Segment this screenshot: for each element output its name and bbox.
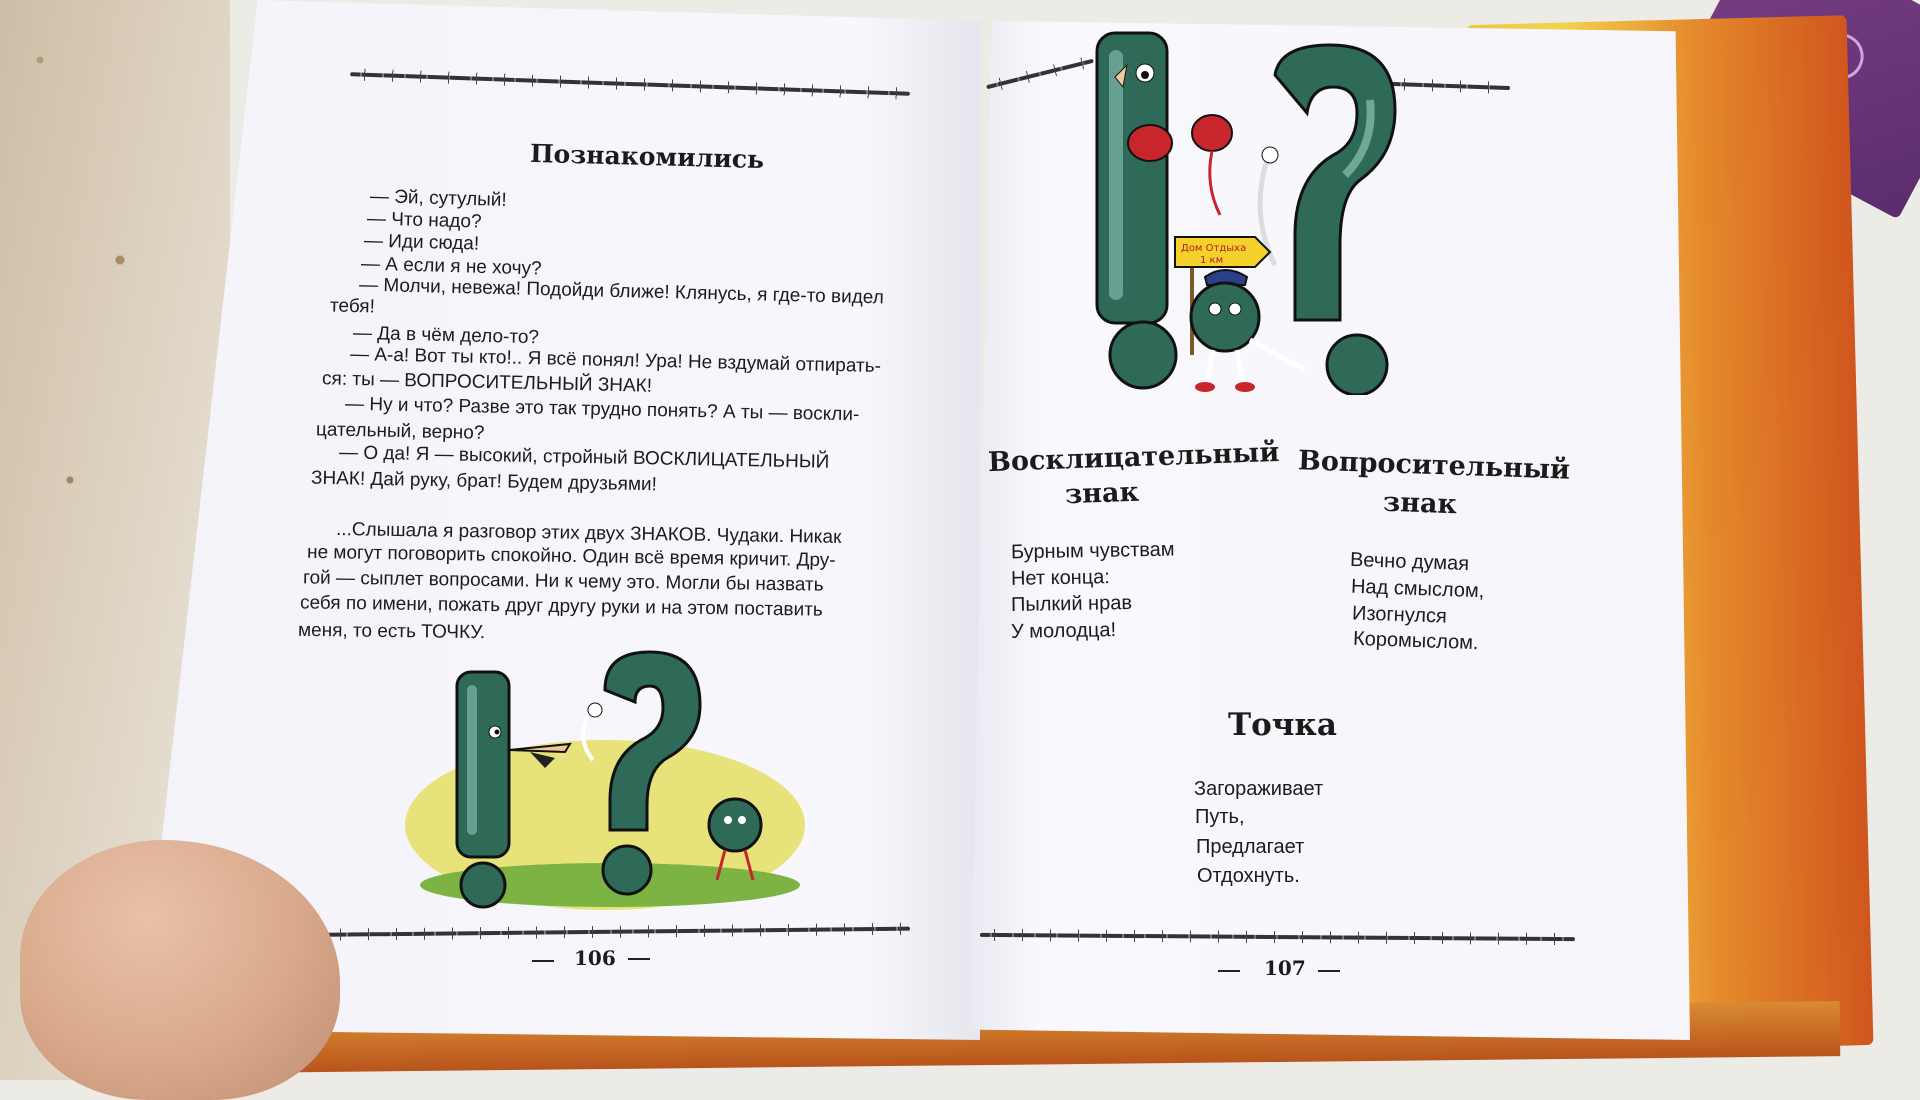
page-dash xyxy=(628,958,650,960)
text-line: — А если я не хочу? xyxy=(360,253,542,280)
poem-line: Над смыслом, xyxy=(1350,575,1485,603)
page-number-right: 107 xyxy=(1264,956,1306,980)
exclamation-dot xyxy=(1110,322,1176,388)
text-line: — Молчи, невежа! Подойди ближе! Клянусь, я где-то видел xyxy=(358,274,885,309)
right-illustration xyxy=(1075,5,1435,395)
question-body xyxy=(1275,45,1395,320)
exclamation-body xyxy=(1097,33,1167,323)
poem-line: Коромыслом. xyxy=(1352,627,1479,655)
text-line: ся: ты — ВОПРОСИТЕЛЬНЫЙ ЗНАК! xyxy=(321,368,653,397)
poem-line: Пылкий нрав xyxy=(1010,591,1133,617)
text-line: тебя! xyxy=(329,295,376,318)
poem-line: Предлагает xyxy=(1196,836,1305,858)
poem-line: Путь, xyxy=(1195,806,1245,828)
poem-line: Бурным чувствам xyxy=(1010,538,1175,564)
poem-line: Вечно думая xyxy=(1349,548,1470,576)
sign-text-line1: Дом Отдыха xyxy=(1181,243,1247,254)
period-policeman xyxy=(1191,283,1259,351)
poem-line: Нет конца: xyxy=(1010,566,1111,590)
period-title: Точка xyxy=(1228,707,1337,743)
text-line: меня, то есть ТОЧКУ. xyxy=(297,619,486,644)
poem-line: У молодца! xyxy=(1010,619,1117,643)
question-dot xyxy=(1327,335,1387,395)
sign-text-line2: 1 км xyxy=(1200,255,1224,266)
poem-line: Изогнулся xyxy=(1351,602,1448,628)
left-page-heading: Познакомились xyxy=(529,138,765,175)
period-character xyxy=(709,799,761,851)
bottom-wire-right xyxy=(980,933,1575,941)
left-illustration xyxy=(395,640,815,910)
text-line: цательный, верно? xyxy=(315,419,485,444)
question-title-line2: знак xyxy=(1382,486,1458,521)
exclamation-body xyxy=(457,672,509,857)
text-line: — Ну и что? Разве это так трудно понять? А ты — воскли- xyxy=(344,393,860,426)
text-line: — А-а! Вот ты кто!.. Я всё понял! Ура! Не вздумай отпирать- xyxy=(349,343,882,378)
boxing-glove xyxy=(1192,115,1232,151)
exclamation-dot xyxy=(461,863,505,907)
page-dash xyxy=(1318,970,1340,972)
text-line: ...Слышала я разговор этих двух ЗНАКОВ. Чудаки. Никак xyxy=(335,519,842,548)
poem-line: Отдохнуть. xyxy=(1197,865,1300,887)
text-line: — Что надо? xyxy=(366,208,482,233)
text-line: — О да! Я — высокий, стройный ВОСКЛИЦАТЕЛЬНЫЙ xyxy=(338,442,830,473)
text-line: не могут поговорить спокойно. Один всё время кричит. Дру- xyxy=(306,541,836,572)
text-line: гой — сыплет вопросами. Ни к чему это. Могли бы назвать xyxy=(302,567,824,596)
exclamation-title-line1: Восклицательный xyxy=(987,436,1280,479)
page-dash xyxy=(532,960,554,962)
page-number-left: 106 xyxy=(574,946,616,970)
text-line: себя по имени, пожать друг другу руки и на этом поставить xyxy=(299,592,823,621)
text-line: ЗНАК! Дай руку, брат! Будем друзьями! xyxy=(310,467,658,496)
text-line: — Иди сюда! xyxy=(363,230,480,255)
question-dot xyxy=(603,846,651,894)
question-title-line1: Вопросительный xyxy=(1297,445,1571,486)
text-line: — Да в чём дело-то? xyxy=(352,322,540,349)
exclamation-title-line2: знак xyxy=(1064,476,1140,511)
text-line: — Эй, сутулый! xyxy=(369,186,508,211)
page-dash xyxy=(1218,970,1240,972)
poem-line: Загораживает xyxy=(1194,778,1324,800)
